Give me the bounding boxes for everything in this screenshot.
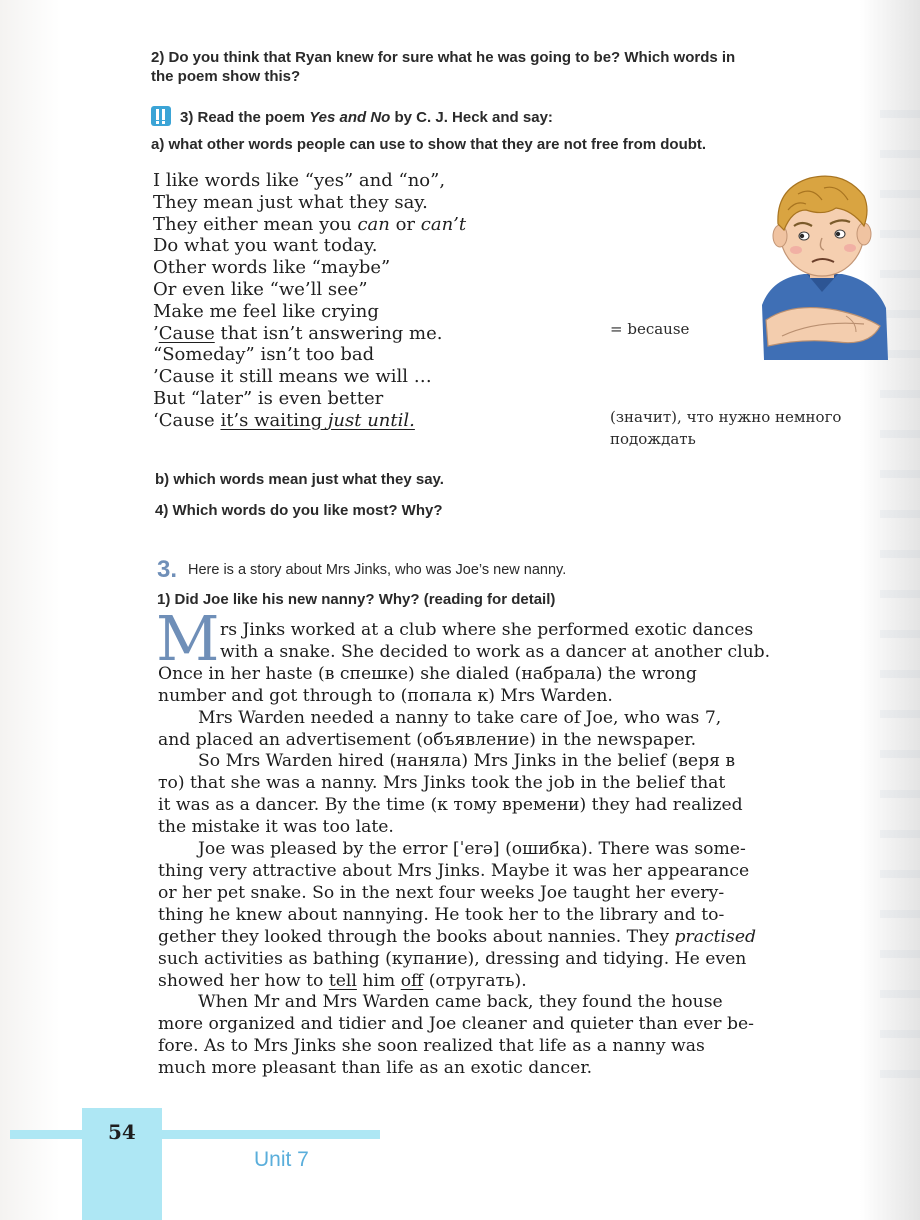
story-line: So Mrs Warden hired (наняла) Mrs Jinks in the belief (веря в <box>198 751 736 772</box>
story-line: much more pleasant than life as an exotic dancer. <box>158 1058 593 1079</box>
story-line: thing he knew about nannying. He took her to the library and to- <box>158 904 725 925</box>
drop-cap: M <box>156 602 220 675</box>
poem-line: Other words like “maybe” <box>153 257 391 279</box>
question-3b: b) which words mean just what they say. <box>155 471 444 488</box>
poem-line: ’Cause that isn’t answering me. <box>153 322 443 344</box>
story-line: When Mr and Mrs Warden came back, they found the house <box>198 992 723 1013</box>
question-4: 4) Which words do you like most? Why? <box>155 502 443 519</box>
question-3a: a) what other words people can use to show that they are not free from doubt. <box>151 136 707 153</box>
doubtful-boy-illustration <box>752 170 892 360</box>
story-line: the mistake it was too late. <box>158 817 394 838</box>
poem-line: ‘Cause it’s waiting just until. <box>153 409 415 431</box>
story-line: то) that she was a nanny. Mrs Jinks took the job in the belief that <box>158 773 726 794</box>
exercise-number: 3. <box>157 556 178 583</box>
story-line: fore. As to Mrs Jinks she soon realized that life as a nanny was <box>158 1036 705 1057</box>
poem-line: They either mean you can or can’t <box>153 213 467 235</box>
poem-line: Do what you want today. <box>153 235 378 257</box>
poem-line: I like words like “yes” and “no”, <box>153 170 446 191</box>
exercise-question-1: 1) Did Joe like his new nanny? Why? (reading for detail) <box>157 591 556 608</box>
poem <box>153 170 466 432</box>
poem-line: Make me feel like crying <box>153 300 379 322</box>
story-text <box>158 620 770 1080</box>
story-line: number and got through to (попала к) Mrs Warden. <box>158 685 613 706</box>
story-line: gether they looked through the books about nannies. They practised <box>158 926 757 947</box>
poem-title: Yes and No <box>309 109 391 126</box>
story-line: rs Jinks worked at a club where she performed exotic dances <box>220 620 754 640</box>
question-3: 3) Read the poem Yes and No by C. J. Heck and say: <box>180 109 553 126</box>
story-line: showed her how to tell him off (отругать). <box>158 970 527 991</box>
poem-line: Or even like “we’ll see” <box>153 278 368 300</box>
story-line: such activities as bathing (купание), dressing and tidying. He even <box>158 948 747 969</box>
poem-line: “Someday” isn’t too bad <box>153 344 375 366</box>
unit-label: Unit 7 <box>254 1148 309 1171</box>
story-line: it was as a dancer. By the time (к тому времени) they had realized <box>158 795 743 816</box>
story-line: Joe was pleased by the error [ˈerə] (ошибка). There was some- <box>198 839 746 860</box>
exercise-intro: Here is a story about Mrs Jinks, who was Joe’s new nanny. <box>188 562 567 578</box>
page-number: 54 <box>108 1120 136 1144</box>
story-line: thing very attractive about Mrs Jinks. Maybe it was her appearance <box>158 860 750 881</box>
story-line: Mrs Warden needed a nanny to take care of Joe, who was 7, <box>198 707 722 728</box>
story-line: or her pet snake. So in the next four weeks Joe taught her every- <box>158 882 725 903</box>
info-badge-icon <box>151 106 171 126</box>
gloss-translation: (значит), что нужно немного подождать <box>610 408 842 448</box>
gloss-because: = because <box>610 320 690 338</box>
story-line: and placed an advertisement (объявление) in the newspaper. <box>158 729 697 750</box>
story-line: more organized and tidier and Joe cleaner and quieter than ever be- <box>158 1014 754 1035</box>
story-line: Once in her haste (в спешке) she dialed (набрала) the wrong <box>158 663 697 684</box>
question-2: 2) Do you think that Ryan knew for sure what he was going to be? Which words in the poem show this? <box>151 49 736 85</box>
poem-line: ’Cause it still means we will … <box>153 366 432 388</box>
poem-line: They mean just what they say. <box>153 191 428 213</box>
footer-stripe <box>10 1130 380 1139</box>
poem-line: But “later” is even better <box>153 387 384 409</box>
story-line: with a snake. She decided to work as a dancer at another club. <box>220 641 771 662</box>
